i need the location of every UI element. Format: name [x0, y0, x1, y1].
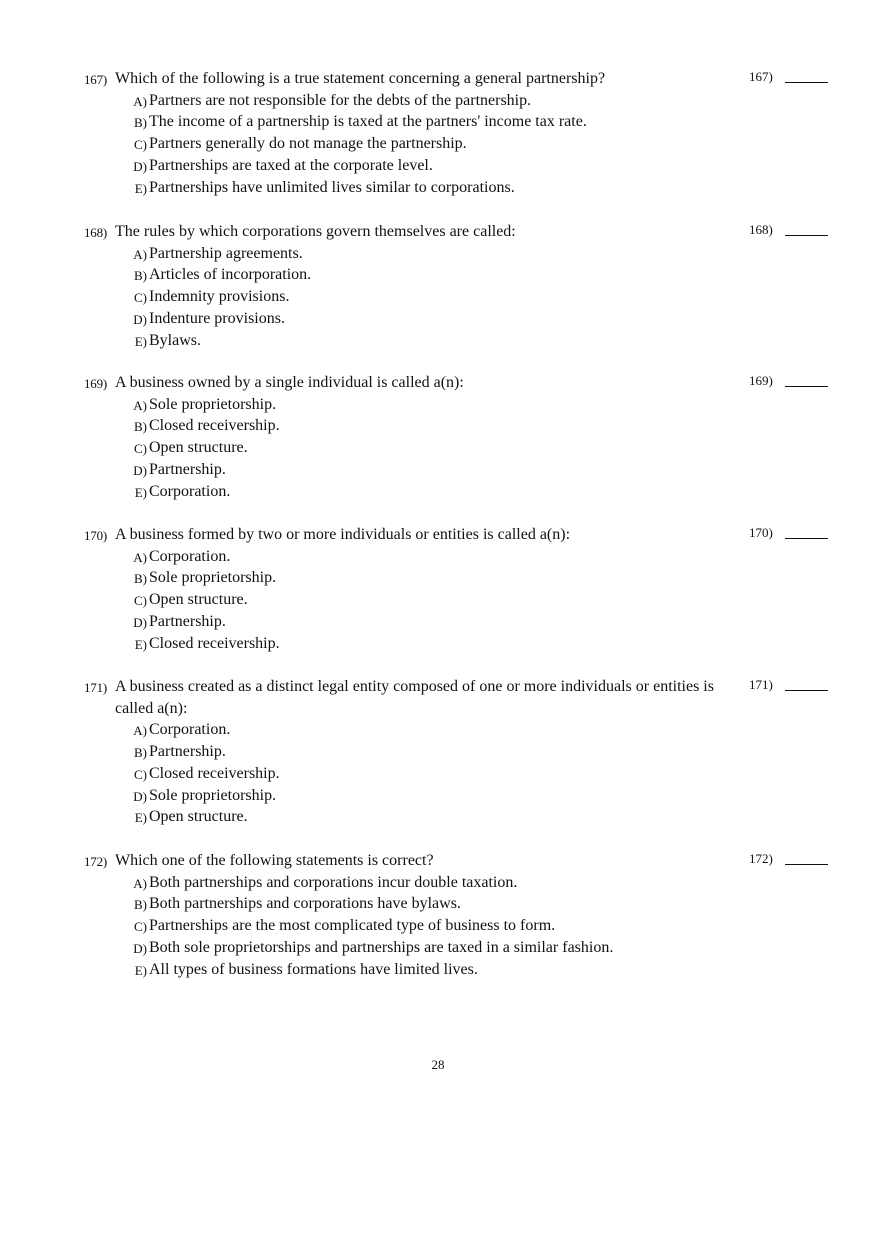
option-a [84, 243, 844, 265]
option-a [84, 394, 844, 416]
option-letter: A) [133, 246, 147, 262]
option-list [84, 546, 844, 655]
question-171 [84, 676, 844, 828]
option-b [84, 741, 844, 763]
answer-slot [749, 372, 839, 394]
option-text: Open structure. [149, 439, 248, 457]
answer-number: 167) [749, 69, 773, 84]
option-text: Open structure. [149, 808, 248, 826]
option-text: Sole proprietorship. [149, 569, 277, 587]
option-e [84, 806, 844, 828]
option-e [84, 330, 844, 352]
option-text: Sole proprietorship. [149, 786, 277, 804]
option-letter: E) [134, 333, 147, 349]
option-letter: D) [133, 940, 147, 956]
answer-number: 171) [749, 677, 773, 692]
option-text: The income of a partnership is taxed at the partners' income tax rate. [149, 113, 587, 131]
option-c [84, 763, 844, 785]
option-a [84, 719, 844, 741]
question-number: 169) [84, 376, 108, 391]
question-stem [84, 524, 727, 546]
question-stem [84, 68, 727, 90]
question-167 [84, 68, 844, 198]
option-c [84, 286, 844, 308]
question-number: 168) [84, 225, 108, 240]
question-stem [84, 372, 727, 394]
option-b [84, 893, 844, 915]
option-e [84, 177, 844, 199]
option-list [84, 394, 844, 503]
question-text: Which of the following is a true statement concerning a general partnership? [115, 70, 606, 87]
option-letter: E) [134, 636, 147, 652]
option-text: Corporation. [149, 547, 231, 565]
answer-number: 170) [749, 525, 773, 540]
option-c [84, 915, 844, 937]
option-letter: A) [133, 549, 147, 565]
option-e [84, 481, 844, 503]
question-text: A business formed by two or more individuals or entities is called a(n): [115, 526, 571, 543]
option-letter: B) [134, 115, 147, 131]
question-number: 172) [84, 854, 108, 869]
question-number: 171) [84, 680, 108, 695]
option-text: Partnerships are the most complicated type of business to form. [149, 917, 556, 935]
option-b [84, 264, 844, 286]
option-text: Partnership. [149, 612, 226, 630]
question-text: Which one of the following statements is correct? [115, 852, 434, 869]
option-text: Corporation. [149, 721, 231, 739]
page-number: 28 [431, 1057, 445, 1072]
answer-blank[interactable] [785, 386, 828, 387]
answer-number: 172) [749, 851, 773, 866]
option-letter: C) [134, 441, 147, 457]
option-e [84, 959, 844, 981]
answer-blank[interactable] [785, 82, 828, 83]
question-stem [84, 221, 727, 243]
answer-slot [749, 524, 839, 546]
option-b [84, 111, 844, 133]
option-letter: D) [133, 158, 147, 174]
answer-blank[interactable] [785, 864, 828, 865]
option-letter: D) [133, 462, 147, 478]
answer-blank[interactable] [785, 538, 828, 539]
option-letter: D) [133, 311, 147, 327]
option-text: Partnerships are taxed at the corporate level. [149, 156, 433, 174]
option-letter: C) [134, 766, 147, 782]
answer-blank[interactable] [785, 235, 828, 236]
option-letter: C) [134, 919, 147, 935]
option-letter: A) [133, 875, 147, 891]
option-letter: D) [133, 788, 147, 804]
option-letter: E) [134, 484, 147, 500]
option-b [84, 567, 844, 589]
option-text: Closed receivership. [149, 417, 280, 435]
option-text: Partners are not responsible for the debts of the partnership. [149, 91, 532, 109]
question-168 [84, 221, 844, 351]
question-number: 170) [84, 528, 108, 543]
option-b [84, 415, 844, 437]
option-list [84, 719, 844, 828]
option-letter: B) [134, 571, 147, 587]
option-text: Bylaws. [149, 331, 201, 349]
option-text: Partnership. [149, 743, 226, 761]
answer-slot [749, 68, 839, 90]
option-letter: C) [134, 290, 147, 306]
answer-slot [749, 221, 839, 243]
option-letter: B) [134, 419, 147, 435]
option-text: Indemnity provisions. [149, 288, 290, 306]
question-169 [84, 372, 844, 502]
option-d [84, 785, 844, 807]
option-letter: E) [134, 962, 147, 978]
question-text: A business owned by a single individual is called a(n): [115, 374, 464, 391]
option-text: Both partnerships and corporations incur double taxation. [149, 873, 518, 891]
option-letter: A) [133, 93, 147, 109]
option-letter: D) [133, 614, 147, 630]
option-a [84, 546, 844, 568]
option-text: Closed receivership. [149, 634, 280, 652]
option-text: Partners generally do not manage the partnership. [149, 135, 467, 153]
option-list [84, 90, 844, 199]
option-letter: C) [134, 137, 147, 153]
answer-number: 168) [749, 222, 773, 237]
option-text: Corporation. [149, 482, 231, 500]
question-170 [84, 524, 844, 654]
option-text: Partnership agreements. [149, 244, 303, 262]
option-text: Partnerships have unlimited lives similar to corporations. [149, 178, 515, 196]
option-list [84, 243, 844, 352]
option-letter: B) [134, 897, 147, 913]
option-text: Both partnerships and corporations have bylaws. [149, 895, 461, 913]
answer-slot [749, 676, 839, 698]
question-stem [84, 676, 727, 719]
option-text: Open structure. [149, 591, 248, 609]
answer-number: 169) [749, 373, 773, 388]
option-a [84, 872, 844, 894]
option-d [84, 937, 844, 959]
option-letter: A) [133, 723, 147, 739]
option-text: All types of business formations have limited lives. [149, 960, 478, 978]
option-d [84, 611, 844, 633]
option-letter: E) [134, 810, 147, 826]
question-stem [84, 850, 727, 872]
option-letter: E) [134, 180, 147, 196]
option-d [84, 308, 844, 330]
question-172 [84, 850, 844, 980]
option-letter: C) [134, 593, 147, 609]
option-d [84, 459, 844, 481]
option-c [84, 589, 844, 611]
option-letter: B) [134, 268, 147, 284]
answer-slot [749, 850, 839, 872]
option-text: Sole proprietorship. [149, 395, 277, 413]
option-text: Indenture provisions. [149, 309, 285, 327]
question-number: 167) [84, 72, 108, 87]
option-e [84, 633, 844, 655]
option-text: Both sole proprietorships and partnerships are taxed in a similar fashion. [149, 938, 614, 956]
option-text: Closed receivership. [149, 764, 280, 782]
option-letter: A) [133, 397, 147, 413]
question-text: The rules by which corporations govern themselves are called: [115, 223, 516, 240]
option-d [84, 155, 844, 177]
option-list [84, 872, 844, 981]
answer-blank[interactable] [785, 690, 828, 691]
option-a [84, 90, 844, 112]
option-text: Articles of incorporation. [149, 266, 312, 284]
option-letter: B) [134, 745, 147, 761]
option-text: Partnership. [149, 460, 226, 478]
option-c [84, 133, 844, 155]
option-c [84, 437, 844, 459]
question-text: A business created as a distinct legal entity composed of one or more individuals or entities is called a(n): [115, 678, 714, 717]
